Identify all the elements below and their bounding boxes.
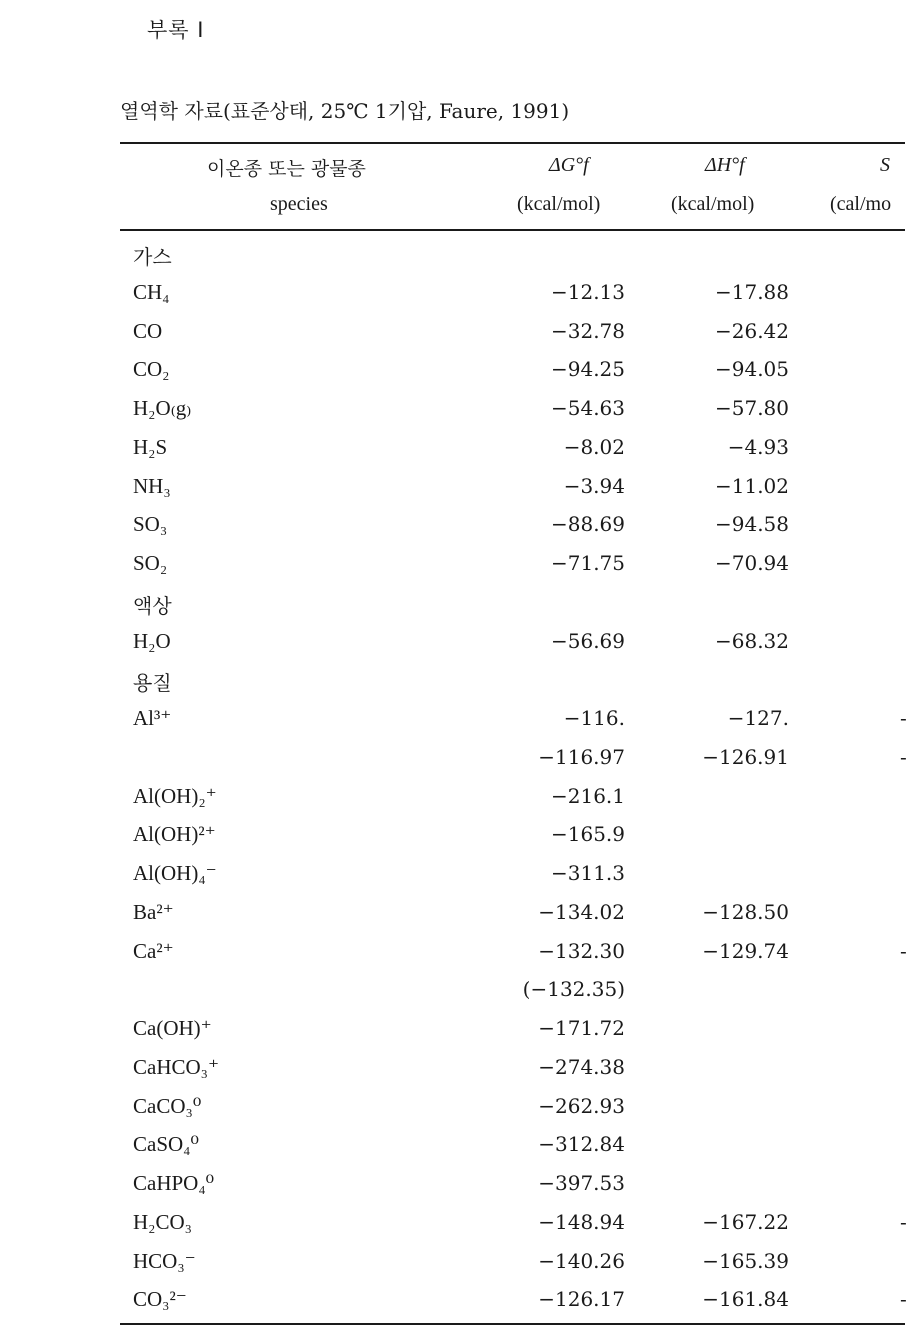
table-row [0, 818, 905, 857]
species-cell: Ca(OH)⁺ [133, 1016, 212, 1040]
delta-h-cell: −57.80 [714, 396, 789, 420]
species-cell: H₂O [133, 628, 171, 653]
species-cell: NH₃ [133, 473, 171, 498]
delta-h-cell: −128.50 [702, 899, 789, 924]
delta-g-unit: (kcal/mol) [517, 193, 601, 215]
entropy-unit: (cal/mo [830, 193, 892, 215]
delta-g-cell: −148.94 [538, 1209, 625, 1234]
table-row [0, 663, 905, 702]
category-label: 용질 [133, 671, 172, 696]
species-cell: Ca²⁺ [133, 938, 174, 963]
entropy-cell: - [900, 1287, 907, 1312]
table-row [0, 431, 905, 470]
table-row [0, 276, 905, 315]
table-row [0, 780, 905, 819]
table-row [0, 315, 905, 354]
entropy-cell: - [900, 1209, 907, 1234]
delta-g-cell: −116.97 [538, 744, 625, 769]
species-cell: CO₂ [133, 357, 170, 382]
category-label: 가스 [133, 245, 172, 269]
delta-g-cell: −274.38 [538, 1054, 625, 1079]
table-row [0, 353, 905, 392]
category-label: 액상 [133, 593, 172, 618]
table-header-rule [120, 229, 905, 231]
delta-g-cell: −126.17 [538, 1287, 625, 1312]
delta-g-cell: −312.84 [538, 1132, 625, 1157]
table-row [0, 1128, 905, 1167]
entropy-header: S [880, 154, 890, 176]
delta-g-cell: −8.02 [563, 434, 625, 459]
delta-h-cell: −94.58 [714, 512, 789, 537]
delta-h-cell: −129.74 [702, 938, 789, 963]
delta-h-cell: −167.22 [702, 1209, 789, 1234]
species-cell: CaSO₄⁰ [133, 1132, 199, 1157]
table-row [0, 857, 905, 896]
species-cell: Al(OH)²⁺ [133, 822, 216, 847]
delta-h-cell: −17.88 [714, 279, 789, 304]
table-body [0, 237, 905, 1322]
species-cell: SO₃ [133, 512, 168, 537]
delta-g-cell: −171.72 [538, 1016, 625, 1040]
species-cell: CaHPO₄⁰ [133, 1171, 215, 1195]
delta-g-cell: −140.26 [538, 1248, 625, 1273]
table-bottom-rule [120, 1323, 905, 1325]
table-row [0, 1206, 905, 1245]
species-cell: H₂S [133, 434, 168, 459]
delta-g-cell: −116. [563, 706, 625, 730]
species-cell: Al(OH)₂⁺ [133, 783, 217, 808]
table-row [0, 1012, 905, 1051]
species-cell: CaCO₃⁰ [133, 1093, 202, 1118]
delta-g-cell: −12.13 [550, 279, 625, 304]
table-row [0, 508, 905, 547]
table-row [0, 1051, 905, 1090]
table-row [0, 237, 905, 276]
delta-g-cell: −397.53 [538, 1171, 625, 1195]
delta-g-cell: −262.93 [538, 1093, 625, 1118]
delta-g-cell: −3.94 [563, 473, 625, 498]
species-cell: Ba²⁺ [133, 899, 174, 924]
delta-h-cell: −127. [727, 706, 789, 730]
delta-h-cell: −68.32 [714, 628, 789, 653]
species-header-korean: 이온종 또는 광물종 [207, 158, 366, 180]
delta-h-unit: (kcal/mol) [671, 193, 755, 215]
delta-g-cell: −56.69 [550, 628, 625, 653]
table-row [0, 392, 905, 431]
delta-h-cell: −4.93 [727, 434, 789, 459]
species-cell: CO [133, 318, 163, 343]
table-row [0, 1245, 905, 1284]
delta-g-cell: (−132.35) [522, 977, 625, 1002]
delta-g-cell: −88.69 [550, 512, 625, 537]
delta-g-cell: −32.78 [550, 318, 625, 343]
entropy-cell: - [900, 744, 907, 769]
table-row [0, 896, 905, 935]
delta-g-cell: −216.1 [550, 783, 625, 808]
species-cell: CH₄ [133, 279, 170, 304]
table-row [0, 625, 905, 664]
delta-g-cell: −94.25 [550, 357, 625, 382]
delta-g-cell: −134.02 [538, 899, 625, 924]
species-cell: Al(OH)₄⁻ [133, 861, 217, 885]
species-cell: H₂O₍g₎ [133, 396, 192, 420]
species-cell: CaHCO₃⁺ [133, 1054, 220, 1079]
delta-h-cell: −26.42 [714, 318, 789, 343]
delta-h-header: ΔH°f [705, 154, 745, 176]
table-row [0, 470, 905, 509]
table-row [0, 547, 905, 586]
delta-h-cell: −126.91 [702, 744, 789, 769]
table-top-rule [120, 142, 905, 144]
delta-g-cell: −132.30 [538, 938, 625, 963]
delta-h-cell: −70.94 [714, 551, 789, 575]
species-cell: H₂CO₃ [133, 1209, 192, 1234]
table-row [0, 973, 905, 1012]
delta-g-cell: −54.63 [550, 396, 625, 420]
species-header-english: species [270, 193, 328, 215]
entropy-cell: - [900, 706, 907, 730]
table-row [0, 1167, 905, 1206]
table-caption: 열역학 자료(표준상태, 25℃ 1기압, Faure, 1991) [120, 99, 570, 123]
table-row [0, 741, 905, 780]
delta-h-cell: −11.02 [714, 473, 789, 498]
delta-h-cell: −94.05 [714, 357, 789, 382]
delta-h-cell: −161.84 [702, 1287, 789, 1312]
table-row [0, 1090, 905, 1129]
table-row [0, 702, 905, 741]
delta-g-cell: −311.3 [550, 861, 625, 885]
species-cell: Al³⁺ [133, 706, 172, 730]
table-row [0, 935, 905, 974]
species-cell: SO₂ [133, 551, 168, 575]
delta-h-cell: −165.39 [702, 1248, 789, 1273]
species-cell: CO₃²⁻ [133, 1287, 187, 1312]
delta-g-cell: −71.75 [550, 551, 625, 575]
table-row [0, 586, 905, 625]
delta-g-cell: −165.9 [550, 822, 625, 847]
table-row [0, 1283, 905, 1322]
delta-g-header: ΔG°f [549, 154, 589, 176]
species-cell: HCO₃⁻ [133, 1248, 196, 1273]
entropy-cell: - [900, 938, 907, 963]
appendix-label: 부록 Ⅰ [147, 18, 205, 42]
